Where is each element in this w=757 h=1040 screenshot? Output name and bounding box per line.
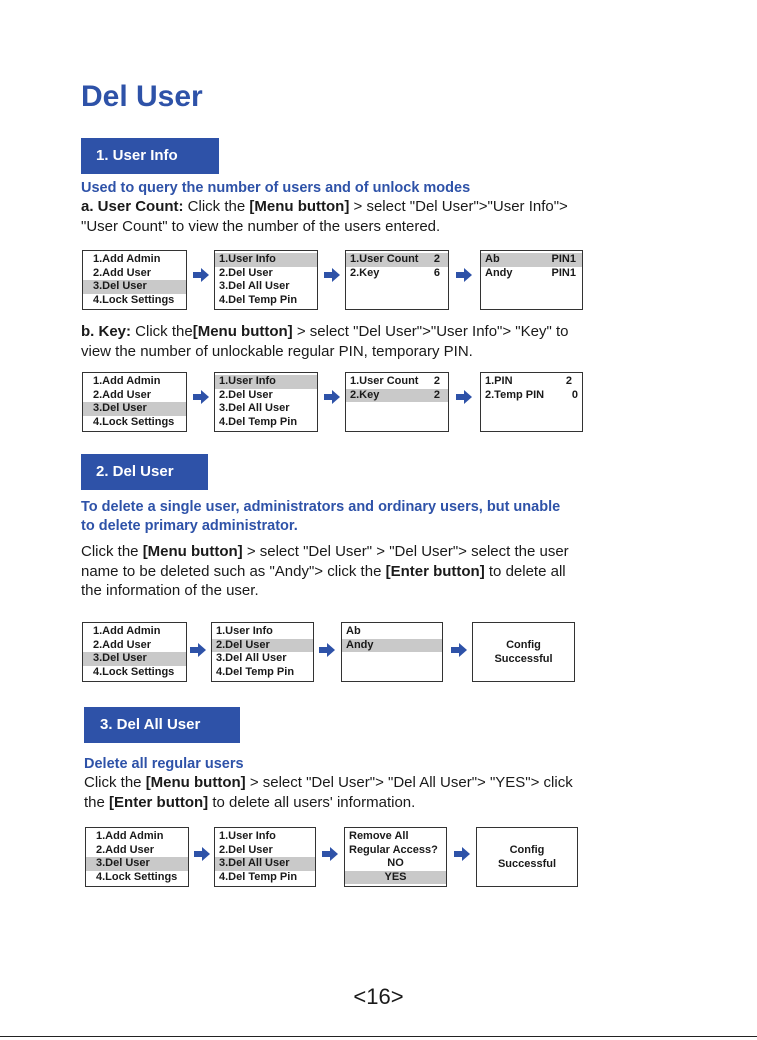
pin-row <box>481 375 582 389</box>
key-row <box>346 267 448 281</box>
user-count-row <box>346 375 448 389</box>
text: > select "Del User">"User Info"> <box>349 198 568 215</box>
menu-item: 4.Del Temp Pin <box>219 870 298 883</box>
menu-item: 4.Del Temp Pin <box>216 665 295 678</box>
menu-button-ref: [Menu button] <box>192 323 293 340</box>
text: Click the <box>183 198 250 215</box>
menu-item: 4.Lock Settings <box>93 415 175 428</box>
screen-main-menu <box>85 827 189 887</box>
arrow-right-icon <box>322 847 338 861</box>
screen-del-user-menu <box>214 372 318 432</box>
screen-user-list <box>480 250 583 310</box>
menu-item: 2.Del User <box>219 266 273 279</box>
menu-item: 1.Add Admin <box>93 625 161 637</box>
menu-item: 3.Del All User <box>219 280 290 292</box>
menu-item-selected: 3.Del User <box>86 857 188 871</box>
menu-item-selected: 3.Del User <box>83 652 186 666</box>
arrow-right-icon <box>319 643 335 657</box>
section-subtitle: Used to query the number of users and of unlock modes <box>81 180 471 196</box>
menu-item: 2.Add User <box>93 266 152 279</box>
arrow-right-icon <box>456 268 472 282</box>
text: to delete all users' information. <box>208 793 416 811</box>
paragraph-key <box>81 322 568 361</box>
menu-button-ref: [Menu button] <box>142 543 243 560</box>
row-label: 2.Key <box>350 266 380 279</box>
row-value: PIN1 <box>551 266 576 279</box>
text: to delete primary administrator. <box>81 518 298 534</box>
row-value: 0 <box>571 388 578 401</box>
text: > select "Del User"> "Del All User"> "YES"> click <box>245 774 573 791</box>
menu-item: 2.Add User <box>93 388 152 401</box>
menu-item: 1.Add Admin <box>93 253 161 265</box>
section-heading-user-info: 1. User Info <box>81 138 219 174</box>
screen-config-successful <box>476 827 578 887</box>
row-label: 2.Temp PIN <box>485 388 545 401</box>
menu-item-selected: 2.Del User <box>212 639 313 653</box>
screen-main-menu <box>82 372 187 432</box>
paragraph-del-user <box>81 542 569 601</box>
screen-del-user-menu <box>214 827 316 887</box>
label: b. Key: <box>81 323 132 340</box>
menu-item: 4.Del Temp Pin <box>219 415 298 428</box>
menu-item: 2.Del User <box>219 388 273 401</box>
text: Click the <box>131 323 193 340</box>
section-subtitle: Delete all regular users <box>84 756 244 772</box>
text: Click the <box>81 543 143 560</box>
menu-item-selected: 3.Del User <box>83 402 186 416</box>
message-line: Config <box>509 844 545 856</box>
menu-item: 3.Del All User <box>219 402 290 414</box>
paragraph-del-all-user <box>84 773 573 812</box>
temp-pin-row <box>481 389 582 403</box>
text: the information of the user. <box>81 582 259 599</box>
page-title: Del User <box>81 80 203 113</box>
row-label: 1.User Count <box>350 375 419 387</box>
key-row-selected <box>346 389 448 403</box>
screen-user-info <box>345 372 449 432</box>
divider <box>0 1036 757 1037</box>
message-line: Successful <box>494 653 553 665</box>
screen-del-user-menu <box>214 250 318 310</box>
user-count-row <box>346 253 448 267</box>
arrow-right-icon <box>451 643 467 657</box>
option-yes-selected: YES <box>345 871 446 885</box>
screen-key-list <box>480 372 583 432</box>
row-label: Andy <box>485 266 513 279</box>
screen-user-info <box>345 250 449 310</box>
paragraph-user-count <box>81 197 568 236</box>
row-label: 2.Key <box>350 388 380 401</box>
arrow-right-icon <box>190 643 206 657</box>
menu-item: 2.Del User <box>219 843 273 856</box>
section-heading-del-user: 2. Del User <box>81 454 208 490</box>
menu-item: 1.Add Admin <box>96 830 164 842</box>
enter-button-ref: [Enter button] <box>385 562 485 580</box>
menu-item-selected: 3.Del User <box>83 280 186 294</box>
label: a. User Count: <box>81 198 184 215</box>
menu-item: 1.User Info <box>219 830 276 842</box>
menu-button-ref: [Menu button] <box>249 198 350 215</box>
menu-item: 2.Add User <box>96 843 155 856</box>
arrow-right-icon <box>193 390 209 404</box>
user-row: Ab <box>346 625 361 637</box>
arrow-right-icon <box>193 268 209 282</box>
row-value: 2 <box>433 253 440 265</box>
menu-item-selected: 3.Del All User <box>215 857 315 871</box>
screen-main-menu <box>82 622 187 682</box>
prompt-line: Regular Access? <box>349 843 438 856</box>
message-line: Config <box>506 639 541 651</box>
menu-item: 1.Add Admin <box>93 375 161 387</box>
screen-remove-all <box>344 827 447 887</box>
user-row-selected <box>481 253 582 267</box>
enter-button-ref: [Enter button] <box>109 793 209 811</box>
text: To delete a single user, administrators and ordinary users, but unable <box>81 499 561 515</box>
user-row-selected: Andy <box>342 639 442 653</box>
menu-button-ref: [Menu button] <box>145 774 246 791</box>
screen-main-menu <box>82 250 187 310</box>
option-no: NO <box>387 857 404 869</box>
menu-item: 4.Lock Settings <box>96 870 178 883</box>
row-label: 1.PIN <box>485 375 513 387</box>
user-row <box>481 267 582 281</box>
row-label: 1.User Count <box>350 253 419 265</box>
text: to delete all <box>484 562 566 580</box>
section-subtitle <box>81 498 560 536</box>
menu-item: 4.Del Temp Pin <box>219 293 298 306</box>
menu-item: 4.Lock Settings <box>93 665 175 678</box>
text: > select "Del User" > "Del User"> select the user <box>242 543 569 560</box>
screen-config-successful <box>472 622 575 682</box>
menu-item: 1.User Info <box>216 625 273 637</box>
menu-item: 2.Add User <box>93 638 152 651</box>
text: "User Count" to view the number of the users entered. <box>81 217 441 235</box>
menu-item: 4.Lock Settings <box>93 293 175 306</box>
prompt-line: Remove All <box>349 830 409 842</box>
row-value: 2 <box>433 375 440 387</box>
screen-user-list <box>341 622 443 682</box>
row-label: Ab <box>485 253 500 265</box>
text: the <box>84 793 110 811</box>
row-value: 2 <box>565 375 572 387</box>
row-value: 6 <box>433 266 440 279</box>
row-value: 2 <box>433 388 440 401</box>
row-value: PIN1 <box>551 253 576 265</box>
section-heading-del-all-user: 3. Del All User <box>84 707 240 743</box>
message-line: Successful <box>497 858 557 870</box>
arrow-right-icon <box>324 268 340 282</box>
menu-item-selected: 1.User Info <box>215 375 317 389</box>
arrow-right-icon <box>454 847 470 861</box>
arrow-right-icon <box>194 847 210 861</box>
menu-item-selected: 1.User Info <box>215 253 317 267</box>
screen-del-user-menu <box>211 622 314 682</box>
arrow-right-icon <box>456 390 472 404</box>
text: > select "Del User">"User Info"> "Key" to <box>292 323 569 340</box>
arrow-right-icon <box>324 390 340 404</box>
text: view the number of unlockable regular PIN, temporary PIN. <box>81 342 473 360</box>
text: name to be deleted such as "Andy"> click the <box>81 562 386 580</box>
text: Click the <box>84 774 146 791</box>
page-number: <16> <box>353 984 404 1009</box>
menu-item: 3.Del All User <box>216 652 287 664</box>
